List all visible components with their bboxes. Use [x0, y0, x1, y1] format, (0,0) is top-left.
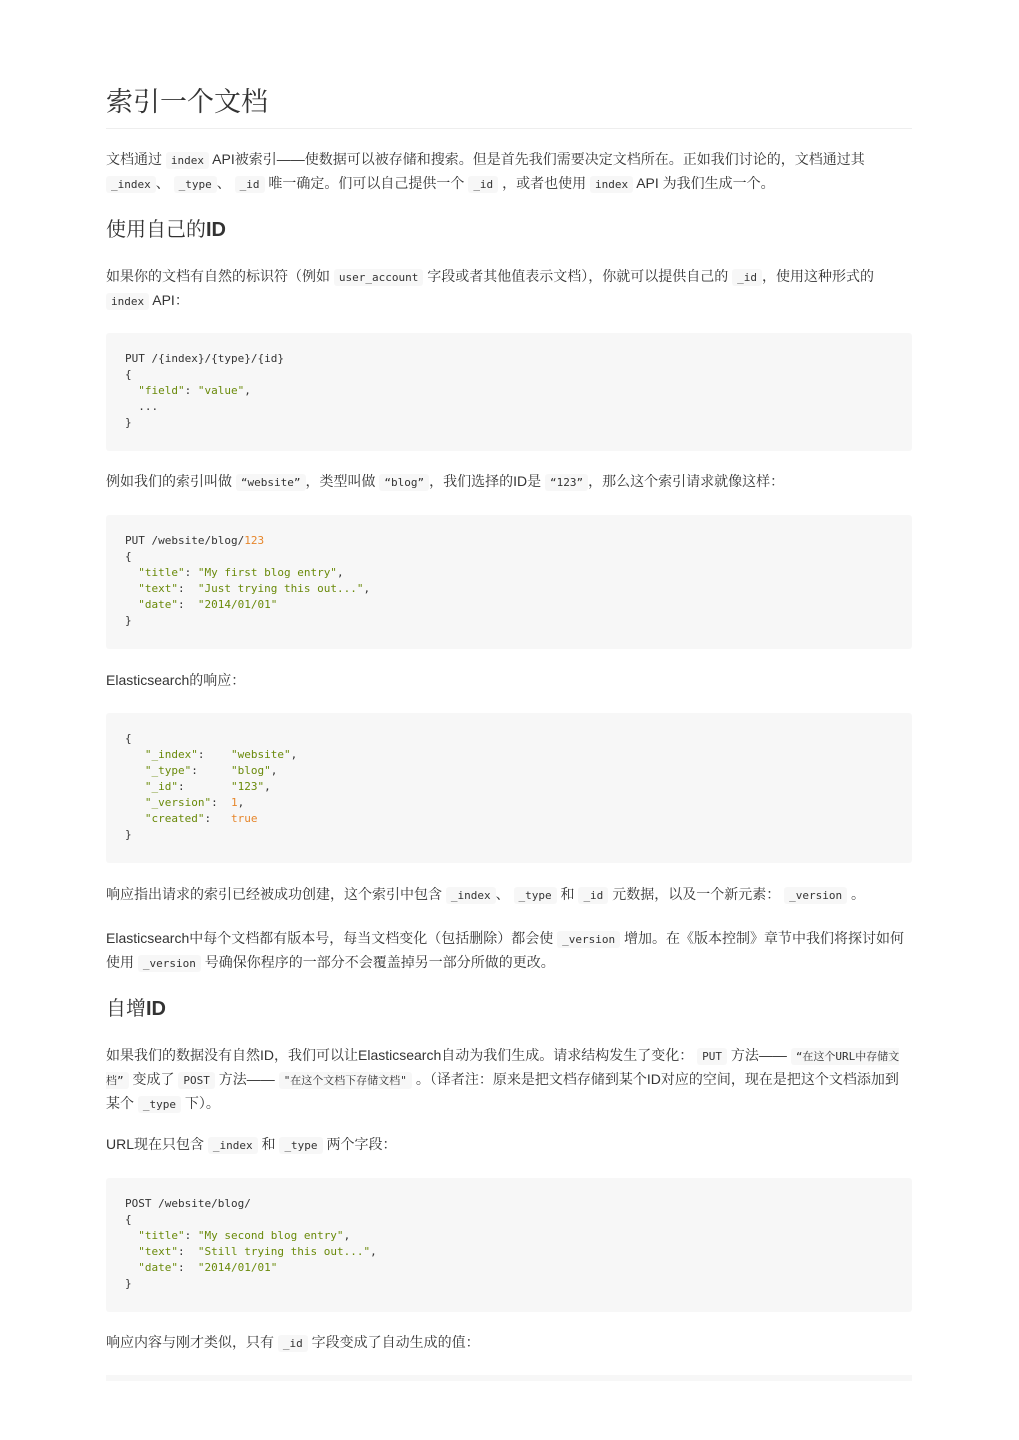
inline-code: “123”	[545, 474, 588, 491]
code-block-response: { "_index": "website", "_type": "blog", "_id": "123", "_version": 1, "created": true }	[106, 713, 912, 863]
next-code-block-edge	[106, 1375, 912, 1381]
inline-code: _id	[578, 887, 608, 904]
inline-code: _index	[106, 176, 156, 193]
inline-code: _type	[138, 1096, 181, 1113]
auto-id-paragraph: 如果我们的数据没有自然ID，我们可以让Elasticsearch自动为我们生成。请求结构发生了变化： PUT 方法—— “在这个URL中存储文档” 变成了 POST 方法—— "在这个文档下存储文档" 。（译者注：原来是把文档存储到某个ID对应的空间，现在是把这个文档添加到某个 _type 下）。	[106, 1047, 900, 1111]
example-paragraph: 例如我们的索引叫做 “website” ，类型叫做 “blog” ，我们选择的ID是 “123” ，那么这个索引请求就像这样：	[106, 473, 785, 489]
code-block-put-template: PUT /{index}/{type}/{id} { "field": "value", ... }	[106, 333, 912, 451]
response-label: Elasticsearch的响应：	[106, 672, 246, 688]
code-block-post-example: POST /website/blog/ { "title": "My second blog entry", "text": "Still trying this out...", "date": "2014/01/01" }	[106, 1178, 912, 1312]
inline-code: _type	[174, 176, 217, 193]
response-similar-paragraph: 响应内容与刚才类似，只有 _id 字段变成了自动生成的值：	[106, 1334, 480, 1350]
inline-code: “blog”	[379, 474, 429, 491]
inline-code: _id	[732, 269, 762, 286]
inline-code: user_account	[334, 269, 423, 286]
code-block-put-example: PUT /website/blog/123 { "title": "My first blog entry", "text": "Just trying this out...", "date": "2014/01/01" }	[106, 515, 912, 649]
section-heading-own-id: 使用自己的ID	[106, 219, 226, 241]
inline-code: _index	[446, 887, 496, 904]
inline-code: _type	[514, 887, 557, 904]
inline-code: _id	[468, 176, 498, 193]
inline-code: _version	[138, 955, 201, 972]
inline-code: _index	[208, 1137, 258, 1154]
inline-code: _id	[235, 176, 265, 193]
inline-code: _type	[279, 1137, 322, 1154]
inline-code: PUT	[697, 1048, 727, 1065]
version-paragraph: Elasticsearch中每个文档都有版本号，每当文档变化（包括删除）都会使 _version 增加。在《版本控制》章节中我们将探讨如何使用 _version 号确保你程序的一部分不会覆盖掉另一部分所做的更改。	[106, 930, 905, 970]
inline-code: _id	[278, 1335, 308, 1352]
intro-paragraph: 文档通过 index API被索引——使数据可以被存储和搜索。但是首先我们需要决定文档所在。正如我们讨论的，文档通过其 _index 、 _type 、 _id 唯一确定。们可以自己提供一个 _id ，或者也使用 index API 为我们生成一个。	[106, 151, 865, 191]
response-explanation: 响应指出请求的索引已经被成功创建，这个索引中包含 _index 、 _type 和 _id 元数据，以及一个新元素： _version 。	[106, 886, 865, 902]
section-heading-auto-id: 自增ID	[106, 998, 166, 1020]
inline-code: “website”	[236, 474, 306, 491]
inline-code: "在这个文档下存储文档"	[279, 1072, 412, 1089]
own-id-paragraph: 如果你的文档有自然的标识符（例如 user_account 字段或者其他值表示文档），你就可以提供自己的 _id ，使用这种形式的 index API：	[106, 268, 875, 308]
inline-code: _version	[784, 887, 847, 904]
inline-code: index	[166, 152, 209, 169]
inline-code: POST	[178, 1072, 215, 1089]
inline-code: index	[590, 176, 633, 193]
url-paragraph: URL现在只包含 _index 和 _type 两个字段：	[106, 1136, 397, 1152]
inline-code: “在这个URL中存储文档”	[106, 1050, 900, 1087]
inline-code: index	[106, 293, 149, 310]
inline-code: _version	[557, 931, 620, 948]
page-title: 索引一个文档	[106, 84, 912, 129]
